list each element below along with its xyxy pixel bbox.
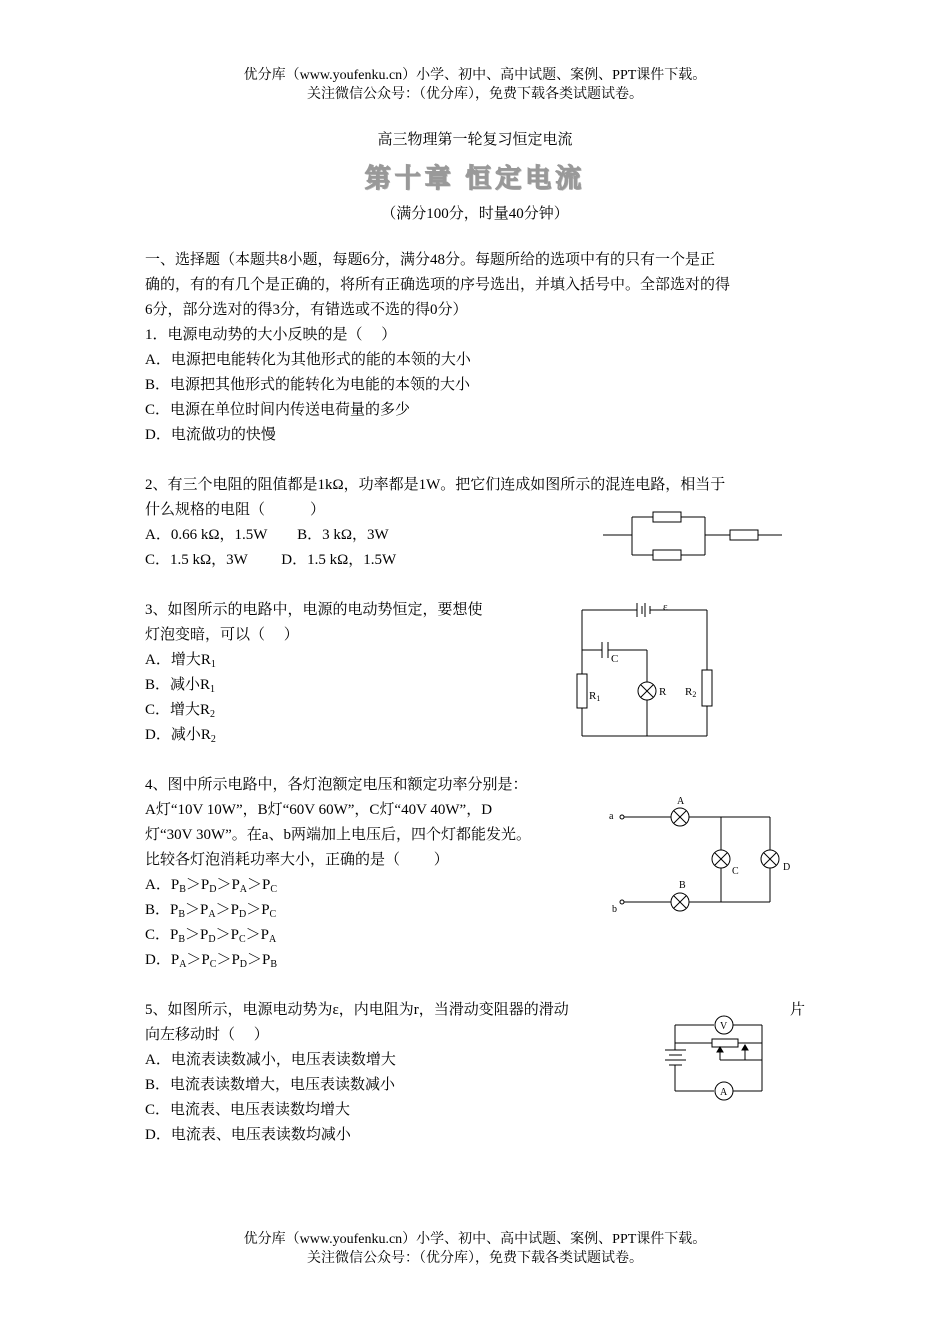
q3-option-a: A．增大$R_1$ [145, 652, 216, 670]
q4-lamp-b-label: B [679, 880, 686, 891]
section-intro-1: 一、选择题（本题共8小题，每题6分，满分48分。每题所给的选项中有的只有一个是正 [145, 252, 716, 268]
q4-stem-1: 4、图中所示电路中，各灯泡额定电压和额定功率分别是： [145, 777, 528, 793]
q4-terminal-a: a [609, 811, 614, 822]
score-info: （满分100分，时量40分钟） [381, 206, 569, 222]
q4-stem-2: A灯“10V 10W”，B灯“60V 60W”，C灯“40V 40W”，D [145, 802, 493, 818]
q5-option-d: D．电流表、电压表读数均减小 [145, 1127, 351, 1143]
q5-circuit-diagram [660, 1010, 770, 1105]
q4-option-a: A．$P_B>P_D>P_A>P_C$ [145, 877, 278, 895]
q5-stem-1: 5、如图所示，电源电动势为ε，内电阻为r，当滑动变阻器的滑动 [145, 1002, 569, 1018]
q3-option-b: B．减小$R_1$ [145, 677, 216, 695]
header-line-1: 优分库（www.youfenku.cn）小学、初中、高中试题、案例、PPT课件下载。 [243, 68, 707, 83]
q2-option-cd: C．1.5 kΩ，3W D．1.5 kΩ，1.5W [145, 552, 397, 568]
q2-stem-2: 什么规格的电阻（ ） [145, 502, 326, 518]
footer-line-2: 关注微信公众号：（优分库），免费下载各类试题试卷。 [307, 1251, 643, 1266]
q5-option-a: A．电流表读数减小，电压表读数增大 [145, 1052, 396, 1068]
q3-capacitor-label: C [611, 653, 619, 665]
chapter-title: 第十章 恒定电流 [364, 164, 586, 193]
q2-circuit-diagram [600, 505, 790, 565]
q5-voltmeter-label: V [720, 1021, 728, 1032]
section-intro-3: 6分，部分选对的得3分，有错选或不选的得0分） [145, 302, 468, 318]
q4-option-b: B．$P_B>P_A>P_D>P_C$ [145, 902, 277, 920]
q4-circuit-diagram [608, 790, 798, 920]
q5-option-c: C．电流表、电压表读数均增大 [145, 1102, 351, 1118]
q3-stem-2: 灯泡变暗，可以（ ） [145, 627, 299, 643]
q2-stem-1: 2、有三个电阻的阻值都是1kΩ，功率都是1W。把它们连成如图所示的混连电路，相当于 [145, 477, 726, 493]
q4-terminal-b: b [612, 904, 617, 915]
q4-option-c: C．$P_B>P_D>P_C>P_A$ [145, 927, 277, 945]
q3-r2-label: R2 [685, 686, 697, 699]
q4-lamp-c-label: C [732, 866, 739, 877]
q5-stem-1-tail: 片 [790, 1002, 806, 1018]
q3-emf-label: ε [663, 601, 668, 613]
footer-line-1: 优分库（www.youfenku.cn）小学、初中、高中试题、案例、PPT课件下载。 [243, 1232, 707, 1247]
q1-option-a: A．电源把电能转化为其他形式的能的本领的大小 [145, 352, 471, 368]
q5-option-b: B．电流表读数增大，电压表读数减小 [145, 1077, 396, 1093]
q5-ammeter-label: A [720, 1087, 728, 1098]
q4-option-d: D．$P_A>P_C>P_D>P_B$ [145, 952, 278, 970]
q1-stem: 1．电源电动势的大小反映的是（ ） [145, 327, 397, 343]
q4-lamp-d-label: D [783, 862, 791, 873]
q4-stem-3: 灯“30V 30W”。在a、b两端加上电压后，四个灯都能发光。 [145, 827, 531, 843]
doc-subtitle: 高三物理第一轮复习恒定电流 [377, 132, 573, 148]
q3-circuit-diagram [575, 598, 715, 740]
q3-option-d: D．减小$R_2$ [145, 727, 216, 745]
q2-option-ab: A．0.66 kΩ，1.5W B．3 kΩ，3W [145, 527, 389, 543]
q1-option-c: C．电源在单位时间内传送电荷量的多少 [145, 402, 411, 418]
q3-r1-label: R1 [589, 690, 601, 703]
header-line-2: 关注微信公众号：（优分库），免费下载各类试题试卷。 [307, 87, 643, 102]
q3-option-c: C．增大$R_2$ [145, 702, 216, 720]
q4-lamp-a-label: A [677, 796, 685, 807]
section-intro-2: 确的，有的有几个是正确的，将所有正确选项的序号选出，并填入括号中。全部选对的得 [145, 277, 731, 293]
q1-option-d: D．电流做功的快慢 [145, 427, 276, 443]
q4-stem-4: 比较各灯泡消耗功率大小，正确的是（ ） [145, 852, 449, 868]
q5-stem-2: 向左移动时（ ） [145, 1027, 269, 1043]
q3-stem-1: 3、如图所示的电路中，电源的电动势恒定，要想使 [145, 602, 483, 618]
q1-option-b: B．电源把其他形式的能转化为电能的本领的大小 [145, 377, 471, 393]
q3-lamp-label: R [659, 686, 667, 698]
